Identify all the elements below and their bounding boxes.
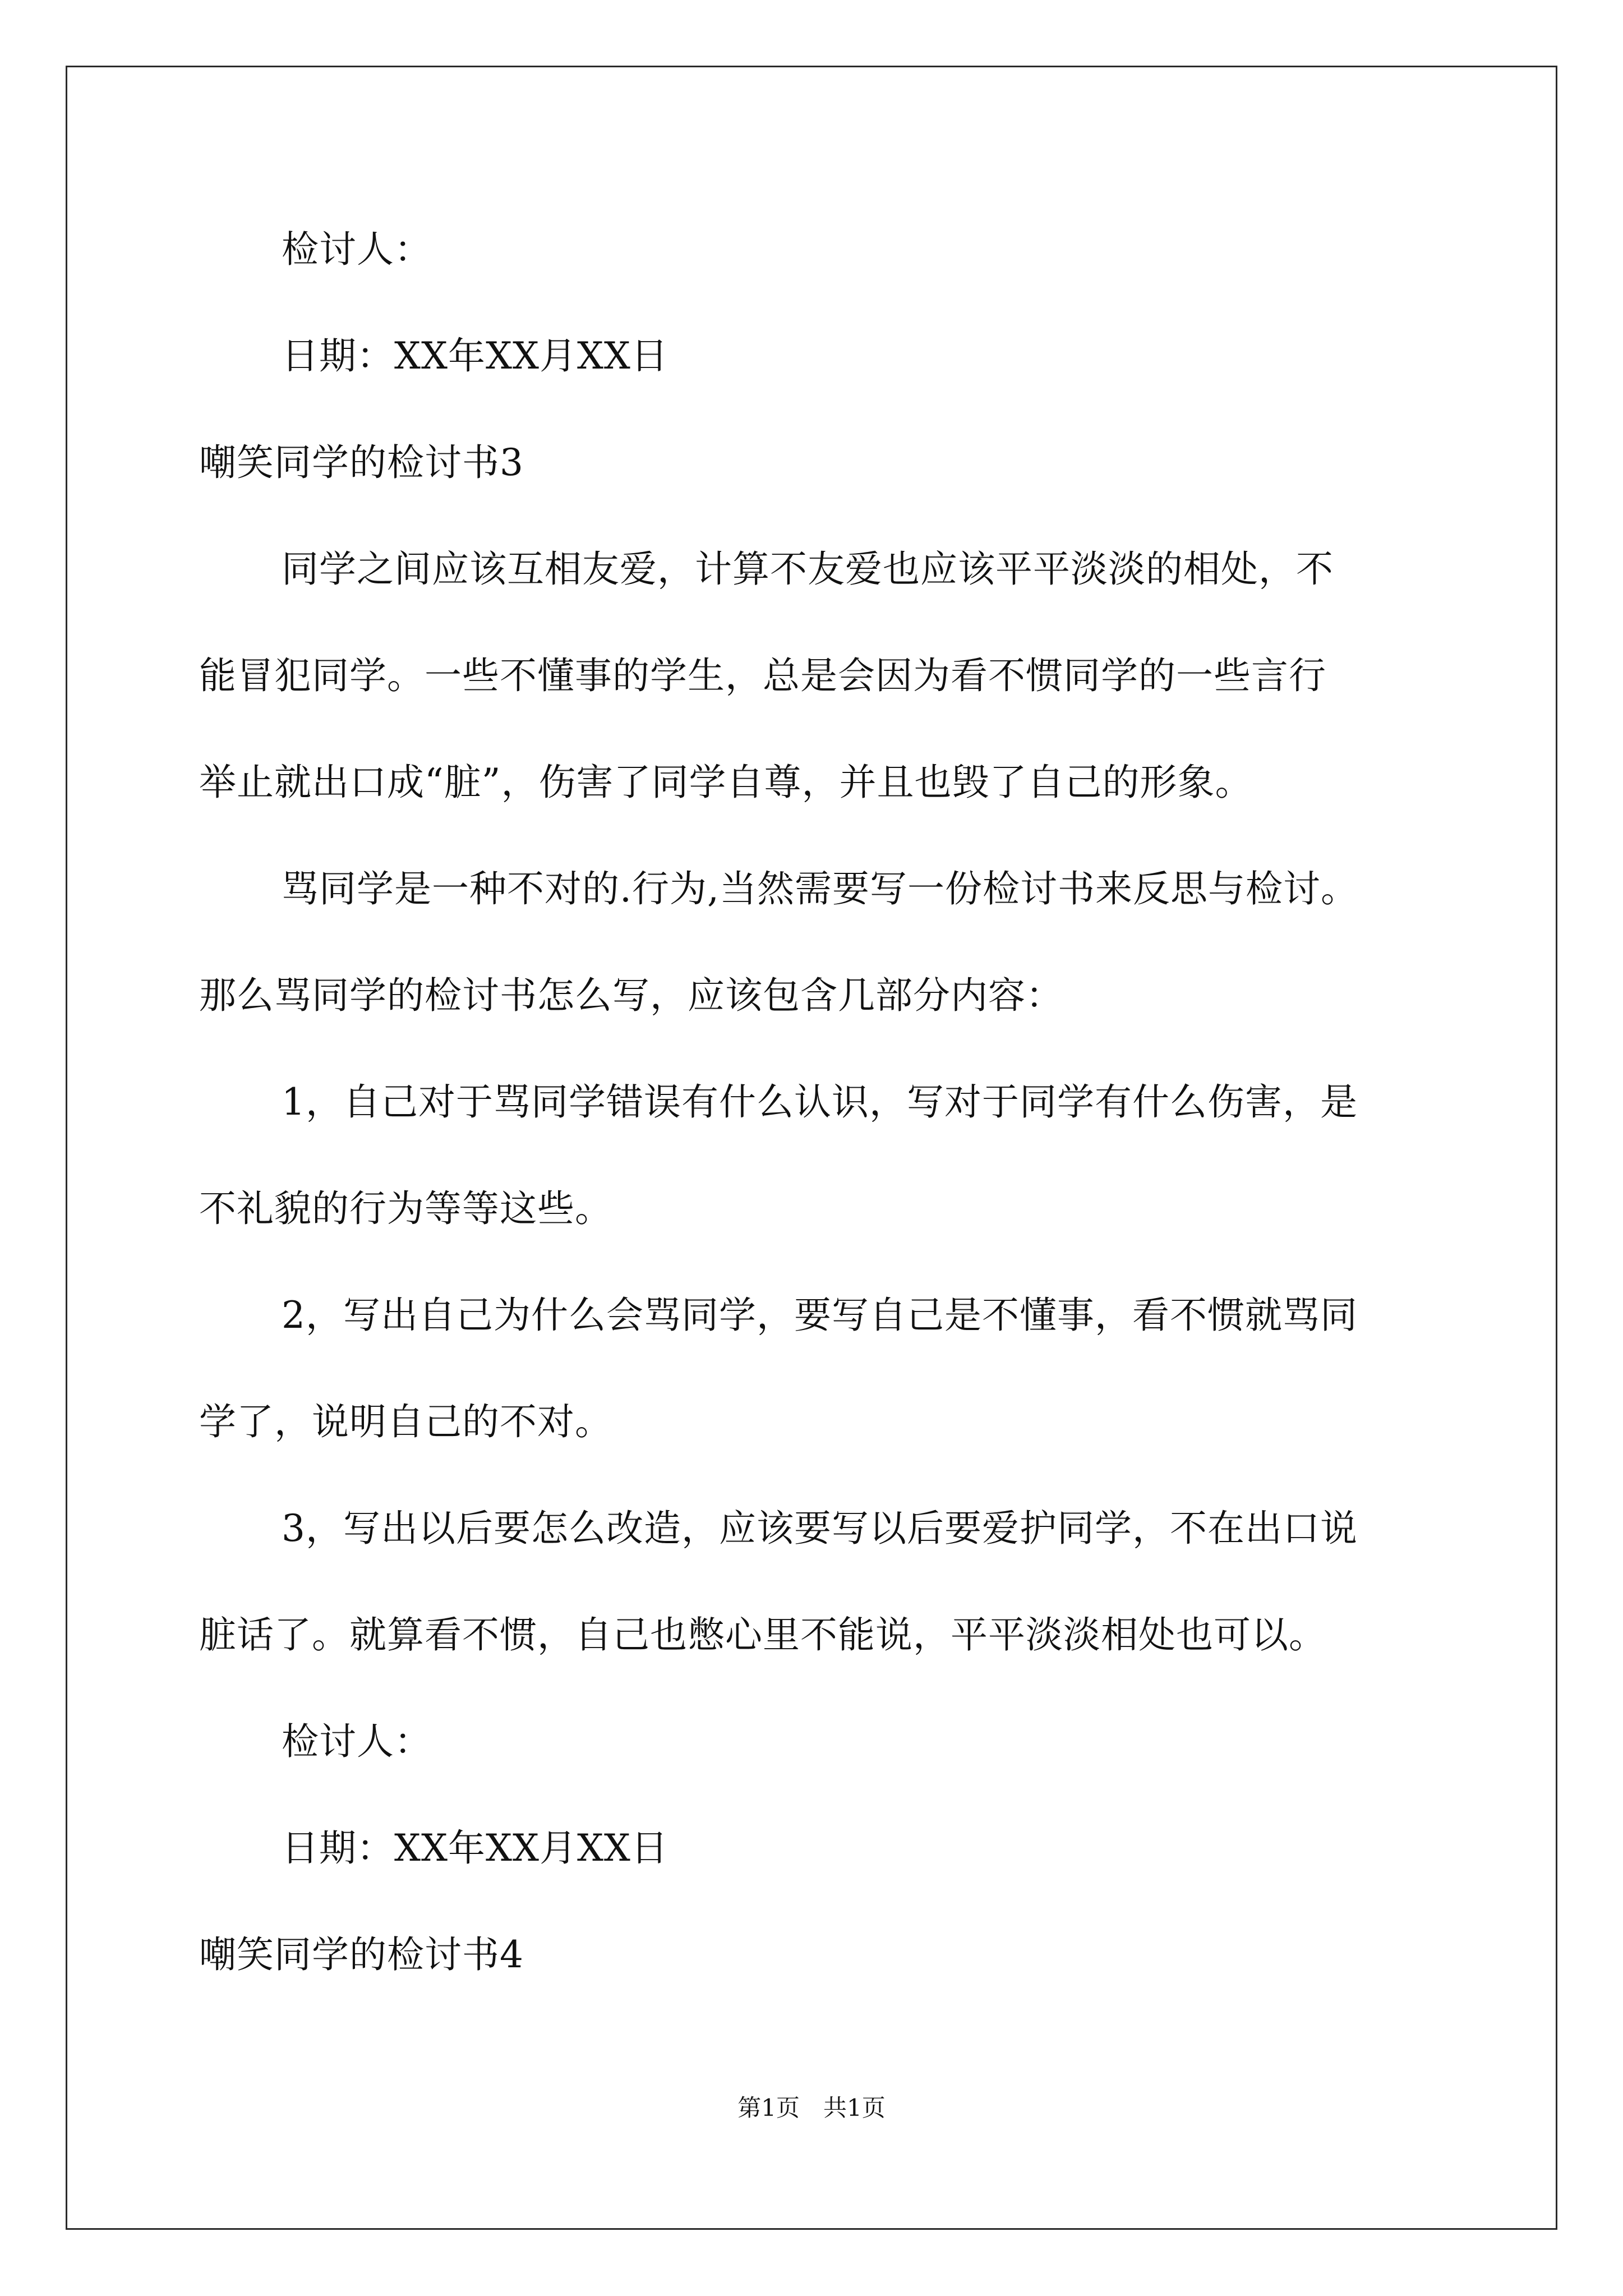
list-item-line: 不礼貌的行为等等这些。 [199, 1187, 612, 1230]
paragraph-line: 能冒犯同学。一些不懂事的学生，总是会因为看不惯同学的一些言行 [199, 654, 1326, 697]
list-item-line: 3，写出以后要怎么改造，应该要写以后要爱护同学，不在出口说 [282, 1507, 1358, 1550]
paragraph-line: 那么骂同学的检讨书怎么写，应该包含几部分内容： [199, 974, 1063, 1017]
signature-label: 检讨人： [282, 1720, 432, 1763]
signature-label: 检讨人： [282, 228, 432, 271]
page-footer: 第1页 共1页 [737, 2094, 886, 2122]
paragraph-line: 骂同学是一种不对的.行为,当然需要写一份检讨书来反思与检讨。 [282, 867, 1358, 910]
list-item-line: 2，写出自己为什么会骂同学，要写自己是不懂事，看不惯就骂同 [282, 1294, 1358, 1337]
section-heading: 嘲笑同学的检讨书3 [199, 441, 524, 484]
date-line: 日期：XX年XX月XX日 [282, 1826, 668, 1870]
paragraph-line: 同学之间应该互相友爱，计算不友爱也应该平平淡淡的相处，不 [282, 547, 1334, 591]
list-item-line: 学了，说明自己的不对。 [199, 1400, 612, 1443]
date-line: 日期：XX年XX月XX日 [282, 334, 668, 378]
list-item-line: 脏话了。就算看不惯，自己也憋心里不能说，平平淡淡相处也可以。 [199, 1613, 1326, 1657]
page-border [66, 66, 1557, 2230]
section-heading: 嘲笑同学的检讨书4 [199, 1933, 524, 1976]
list-item-line: 1，自己对于骂同学错误有什么认识，写对于同学有什么伤害，是 [282, 1080, 1358, 1124]
paragraph-line: 举止就出口成“脏”，伤害了同学自尊，并且也毁了自己的形象。 [199, 761, 1253, 804]
